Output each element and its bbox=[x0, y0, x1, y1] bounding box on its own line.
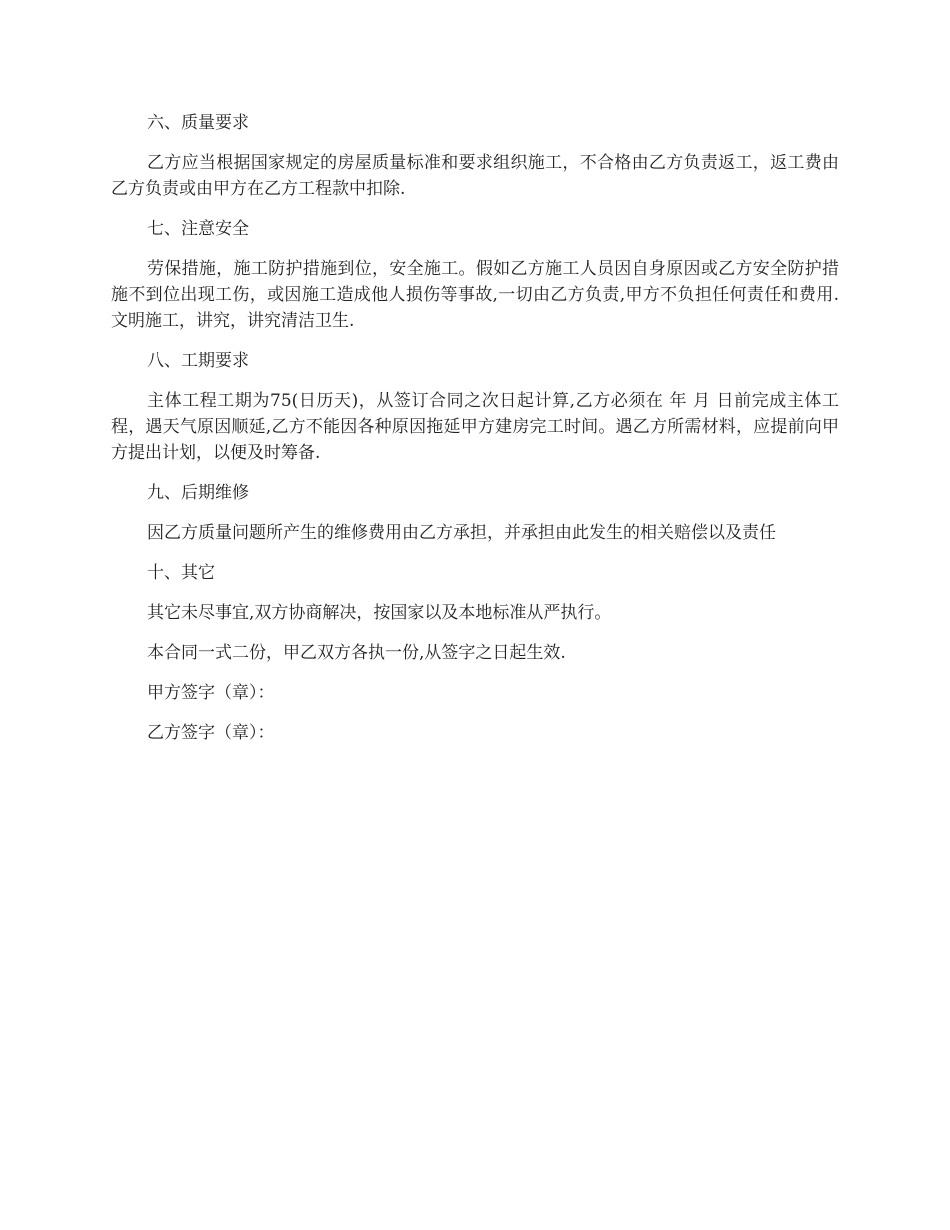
party-b-signature-line: 乙方签字（章）： bbox=[147, 723, 275, 743]
section-text-other-2: 本合同一式二份，甲乙双方各执一份,从签字之日起生效. bbox=[147, 643, 566, 663]
section-text-schedule: 主体工程工期为75(日历天)，从签订合同之次日起计算,乙方必须在 年 月 日前完成主体工程，遇天气原因顺延,乙方不能因各种原因拖延甲方建房完工时间。遇乙方所需材料，应提前向甲方提出计划，以便及时筹备. bbox=[111, 391, 839, 463]
section-title-quality: 六、质量要求 bbox=[147, 113, 249, 133]
section-text-other-1: 其它未尽事宜,双方协商解决，按国家以及本地标准从严执行。 bbox=[147, 603, 612, 623]
party-a-signature-line: 甲方签字（章）： bbox=[147, 683, 275, 703]
section-text-maintenance: 因乙方质量问题所产生的维修费用由乙方承担，并承担由此发生的相关赔偿以及责任 bbox=[147, 523, 776, 543]
section-title-other: 十、其它 bbox=[147, 563, 215, 583]
section-title-schedule: 八、工期要求 bbox=[147, 351, 249, 371]
section-title-maintenance: 九、后期维修 bbox=[147, 483, 249, 503]
section-text-quality: 乙方应当根据国家规定的房屋质量标准和要求组织施工，不合格由乙方负责返工，返工费由乙方负责或由甲方在乙方工程款中扣除. bbox=[111, 153, 839, 199]
section-title-safety: 七、注意安全 bbox=[147, 219, 249, 239]
contract-page bbox=[111, 110, 839, 760]
section-text-safety: 劳保措施，施工防护措施到位，安全施工。假如乙方施工人员因自身原因或乙方安全防护措施不到位出现工伤，或因施工造成他人损伤等事故,一切由乙方负责,甲方不负担任何责任和费用.文明施工，讲究，讲究清洁卫生. bbox=[111, 259, 839, 331]
